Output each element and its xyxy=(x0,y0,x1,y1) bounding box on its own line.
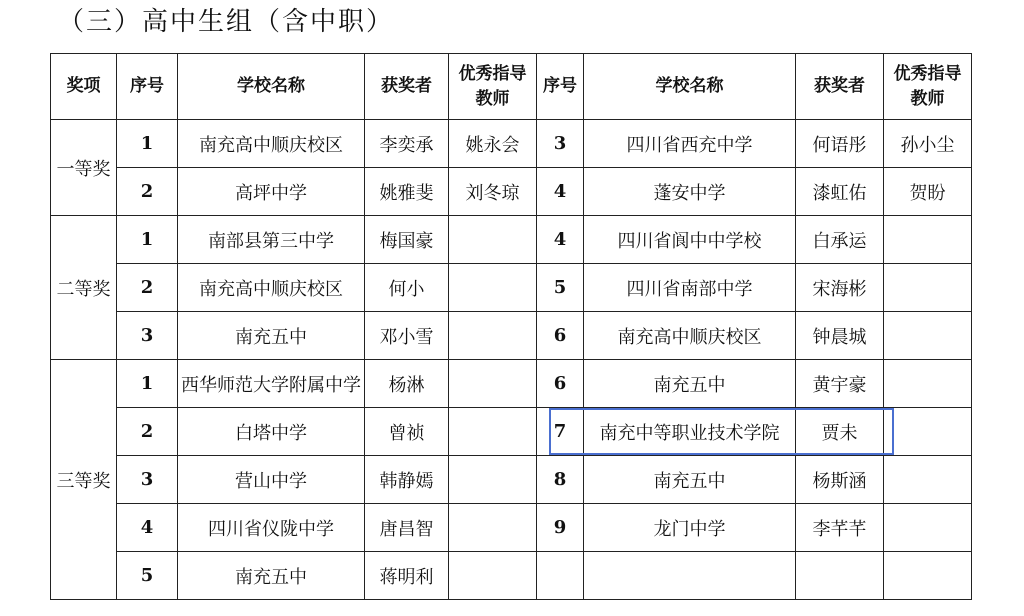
header-seq-right: 序号 xyxy=(537,54,584,120)
table-row xyxy=(51,168,972,216)
left-seq: 4 xyxy=(117,504,178,552)
prize-first: 一等奖 xyxy=(51,120,117,216)
right-winner: 宋海彬 xyxy=(796,264,884,312)
right-winner: 漆虹佑 xyxy=(796,168,884,216)
table-row xyxy=(51,120,972,168)
left-seq: 3 xyxy=(117,456,178,504)
right-teacher xyxy=(884,216,972,264)
table-row xyxy=(51,552,972,600)
right-school: 南充五中 xyxy=(584,360,796,408)
header-school-left: 学校名称 xyxy=(178,54,365,120)
right-seq: 4 xyxy=(537,168,584,216)
left-teacher: 姚永会 xyxy=(449,120,537,168)
right-teacher xyxy=(884,264,972,312)
right-teacher xyxy=(884,552,972,600)
left-teacher xyxy=(449,312,537,360)
left-teacher xyxy=(449,504,537,552)
right-teacher xyxy=(884,312,972,360)
right-teacher: 孙小尘 xyxy=(884,120,972,168)
right-seq: 7 xyxy=(537,408,584,456)
left-school: 白塔中学 xyxy=(178,408,365,456)
right-teacher xyxy=(884,408,972,456)
right-winner: 李芊芊 xyxy=(796,504,884,552)
left-teacher xyxy=(449,264,537,312)
left-school: 南充五中 xyxy=(178,312,365,360)
left-winner: 梅国豪 xyxy=(365,216,449,264)
header-teacher-line1: 优秀指导 xyxy=(458,63,527,84)
header-prize: 奖项 xyxy=(51,54,117,120)
right-school xyxy=(584,552,796,600)
left-seq: 1 xyxy=(117,216,178,264)
left-teacher xyxy=(449,456,537,504)
right-teacher xyxy=(884,456,972,504)
table-row xyxy=(51,504,972,552)
right-teacher: 贺盼 xyxy=(884,168,972,216)
left-teacher xyxy=(449,216,537,264)
left-seq: 3 xyxy=(117,312,178,360)
right-seq: 9 xyxy=(537,504,584,552)
right-teacher xyxy=(884,360,972,408)
left-winner: 姚雅斐 xyxy=(365,168,449,216)
left-winner: 何小 xyxy=(365,264,449,312)
left-winner: 李奕承 xyxy=(365,120,449,168)
prize-second: 二等奖 xyxy=(51,216,117,360)
right-school: 四川省南部中学 xyxy=(584,264,796,312)
left-winner: 韩静嫣 xyxy=(365,456,449,504)
left-seq: 2 xyxy=(117,168,178,216)
right-seq: 6 xyxy=(537,312,584,360)
left-teacher xyxy=(449,552,537,600)
right-winner: 白承运 xyxy=(796,216,884,264)
left-teacher xyxy=(449,408,537,456)
right-school: 蓬安中学 xyxy=(584,168,796,216)
left-seq: 5 xyxy=(117,552,178,600)
right-seq: 6 xyxy=(537,360,584,408)
header-teacher-right xyxy=(884,54,972,120)
table-row xyxy=(51,312,972,360)
table-row xyxy=(51,456,972,504)
right-winner: 钟晨城 xyxy=(796,312,884,360)
prize-third: 三等奖 xyxy=(51,360,117,600)
right-winner: 黄宇豪 xyxy=(796,360,884,408)
left-teacher: 刘冬琼 xyxy=(449,168,537,216)
header-seq-left: 序号 xyxy=(117,54,178,120)
header-winner-left: 获奖者 xyxy=(365,54,449,120)
right-winner: 贾未 xyxy=(796,408,884,456)
left-winner: 邓小雪 xyxy=(365,312,449,360)
right-winner: 杨斯涵 xyxy=(796,456,884,504)
left-winner: 杨淋 xyxy=(365,360,449,408)
table-row xyxy=(51,216,972,264)
right-school: 龙门中学 xyxy=(584,504,796,552)
left-seq: 1 xyxy=(117,120,178,168)
right-school: 四川省阆中中学校 xyxy=(584,216,796,264)
left-seq: 2 xyxy=(117,264,178,312)
left-school: 高坪中学 xyxy=(178,168,365,216)
left-seq: 1 xyxy=(117,360,178,408)
left-school: 营山中学 xyxy=(178,456,365,504)
right-winner xyxy=(796,552,884,600)
header-teacher-line2: 教师 xyxy=(910,88,945,109)
left-school: 西华师范大学附属中学 xyxy=(178,360,365,408)
header-winner-right: 获奖者 xyxy=(796,54,884,120)
left-winner: 蒋明利 xyxy=(365,552,449,600)
right-winner: 何语彤 xyxy=(796,120,884,168)
table-row xyxy=(51,264,972,312)
right-seq: 3 xyxy=(537,120,584,168)
header-teacher-line2: 教师 xyxy=(475,88,510,109)
left-school: 南部县第三中学 xyxy=(178,216,365,264)
header-row xyxy=(51,54,972,120)
right-school: 四川省西充中学 xyxy=(584,120,796,168)
right-seq xyxy=(537,552,584,600)
left-winner: 唐昌智 xyxy=(365,504,449,552)
left-teacher xyxy=(449,360,537,408)
left-school: 南充高中顺庆校区 xyxy=(178,120,365,168)
left-school: 南充高中顺庆校区 xyxy=(178,264,365,312)
right-school: 南充高中顺庆校区 xyxy=(584,312,796,360)
awards-table xyxy=(50,53,972,600)
section-title: （三）高中生组（含中职） xyxy=(58,7,395,37)
table-row xyxy=(51,360,972,408)
header-school-right: 学校名称 xyxy=(584,54,796,120)
right-teacher xyxy=(884,504,972,552)
left-school: 南充五中 xyxy=(178,552,365,600)
right-seq: 4 xyxy=(537,216,584,264)
table-row xyxy=(51,408,972,456)
left-seq: 2 xyxy=(117,408,178,456)
header-teacher-line1: 优秀指导 xyxy=(893,63,962,84)
header-teacher-left xyxy=(449,54,537,120)
left-school: 四川省仪陇中学 xyxy=(178,504,365,552)
right-school: 南充中等职业技术学院 xyxy=(584,408,796,456)
left-winner: 曾祯 xyxy=(365,408,449,456)
right-seq: 8 xyxy=(537,456,584,504)
right-seq: 5 xyxy=(537,264,584,312)
right-school: 南充五中 xyxy=(584,456,796,504)
